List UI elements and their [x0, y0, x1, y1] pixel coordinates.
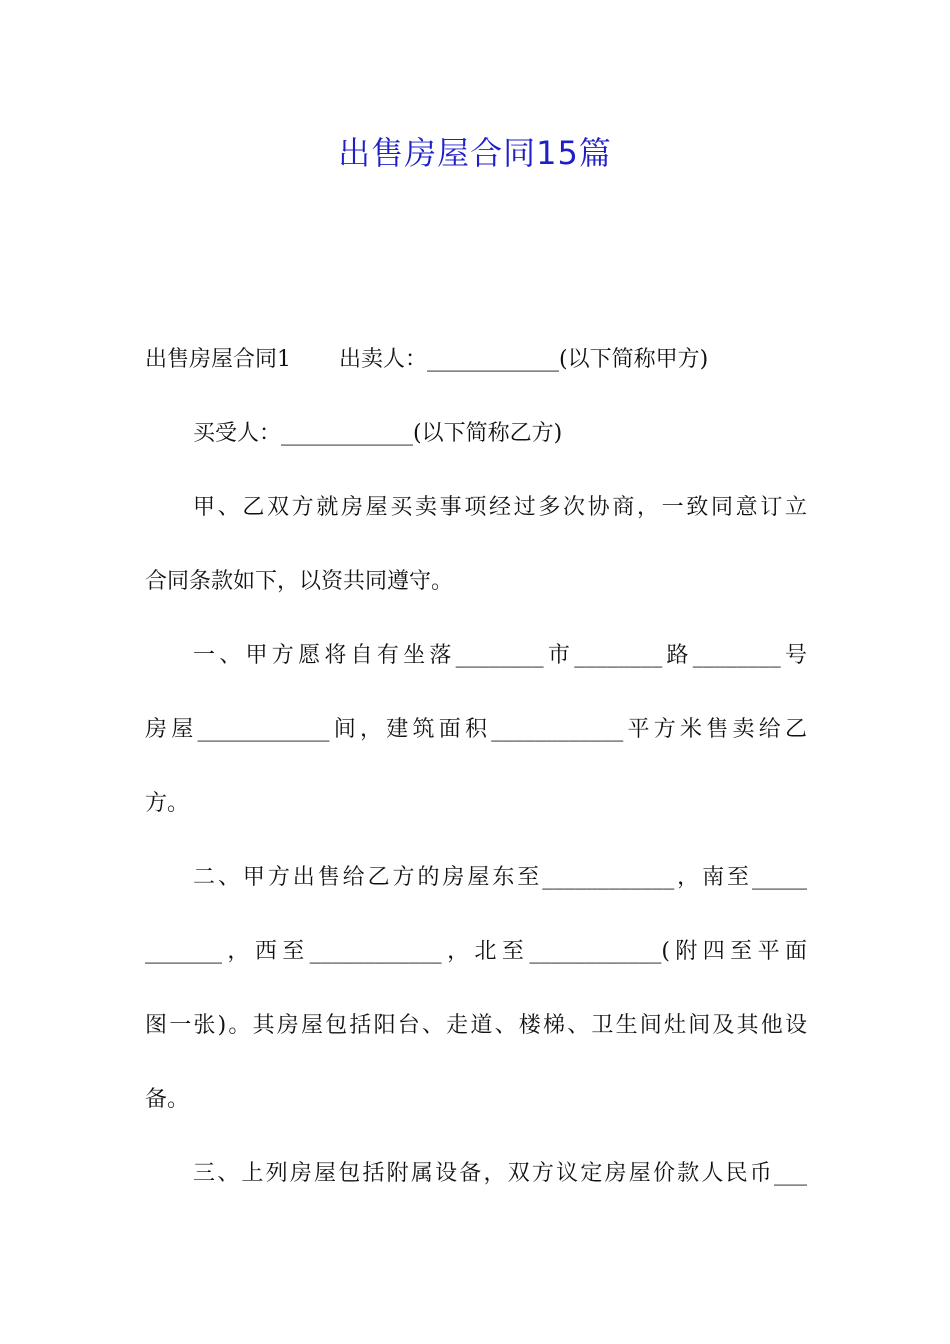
paragraph-line-2: 买受人：____________(以下简称乙方) — [193, 421, 563, 446]
paragraph-line-3: 甲、乙双方就房屋买卖事项经过多次协商，一致同意订立 — [193, 495, 807, 520]
document-body — [145, 323, 807, 1211]
paragraph-line-8: 二、甲方出售给乙方的房屋东至____________，南至_____ — [193, 865, 807, 890]
contract-heading: 出售房屋合同1 — [145, 347, 291, 372]
paragraph-line-5: 一、甲方愿将自有坐落________市________路________号 — [193, 643, 807, 668]
paragraph-line-9: _______，西至____________，北至____________(附四至平面 — [145, 939, 807, 964]
seller-line: 出卖人：____________(以下简称甲方) — [339, 347, 709, 372]
paragraph-line-1 — [145, 323, 807, 397]
paragraph-line-10: 图一张)。其房屋包括阳台、走道、楼梯、卫生间灶间及其他设 — [145, 1013, 807, 1038]
paragraph-line-11: 备。 — [145, 1087, 190, 1112]
document-title: 出售房屋合同15篇 — [338, 134, 612, 172]
paragraph-line-7: 方。 — [145, 791, 190, 816]
paragraph-line-4: 合同条款如下，以资共同遵守。 — [145, 569, 454, 594]
paragraph-line-6: 房屋____________间，建筑面积____________平方米售卖给乙 — [145, 717, 807, 742]
paragraph-line-12: 三、上列房屋包括附属设备，双方议定房屋价款人民币___ — [193, 1161, 807, 1186]
